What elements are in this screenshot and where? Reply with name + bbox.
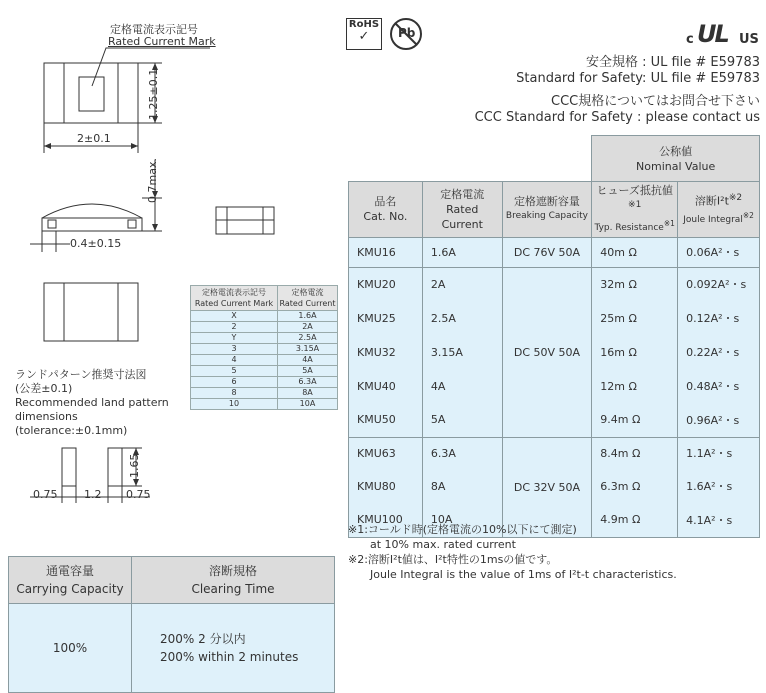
land-pad-left [62, 448, 76, 486]
carrying-value: 100% [9, 604, 132, 693]
table-row: 2 2A [191, 322, 338, 333]
mark-label-en: Rated Current Mark [108, 35, 216, 48]
safety-en: Standard for Safety: UL file # E59783 [516, 71, 760, 86]
dim-width-label: 2±0.1 [77, 132, 111, 145]
table-row: 4 4A [191, 355, 338, 366]
note1-ja: ※1:コールド時(定格電流の10%以下にて測定) [348, 523, 577, 536]
carrying-capacity-table [8, 556, 335, 693]
table-row: KMU20 2A DC 50V 50A 32m Ω 0.092A²・s [349, 267, 760, 301]
note2-en: Joule Integral is the value of 1ms of I²t-t characteristics. [370, 568, 677, 581]
safety-ja: 安全規格 : UL file # E59783 [585, 55, 760, 70]
current-header: 定格電流 Rated Current [422, 182, 502, 238]
table-row: KMU80 8A 6.3m Ω 1.6A²・s [349, 469, 760, 503]
ul-logo [686, 18, 762, 50]
note1-en: at 10% max. rated current [370, 538, 516, 551]
ccc-info [475, 94, 760, 126]
land-title-en-2: dimensions [15, 410, 78, 423]
table-row: Y 2.5A [191, 333, 338, 344]
table-row: 3 3.15A [191, 344, 338, 355]
land-title-en-1: Recommended land pattern [15, 396, 169, 409]
land-tolerance-ja: (公差±0.1) [15, 382, 73, 395]
carrying-capacity-header: 通電容量 Carrying Capacity [9, 557, 132, 604]
table-row [9, 604, 335, 693]
cat-header: 品名 Cat. No. [349, 182, 423, 238]
land-tolerance-en: (tolerance:±0.1mm) [15, 424, 128, 437]
mark-header: 定格電流表示記号 Rated Current Mark [191, 286, 278, 311]
table-row: KMU32 3.15A 16m Ω 0.22A²・s [349, 335, 760, 369]
table-row: KMU50 5A 9.4m Ω 0.96A²・s [349, 403, 760, 437]
land-pattern-text [15, 368, 169, 438]
fuse-bottom-view [44, 283, 138, 341]
check-icon: ✓ [358, 29, 370, 44]
spec-table [348, 135, 760, 538]
nominal-header: 公称値 Nominal Value [592, 136, 760, 182]
current-header: 定格電流 Rated Current [278, 286, 338, 311]
ul-mark-text: UL [697, 20, 728, 48]
table-row: X 1.6A [191, 311, 338, 322]
table-row: 6 6.3A [191, 377, 338, 388]
rated-current-mark-box [79, 77, 104, 111]
table-row: KMU16 1.6A DC 76V 50A 40m Ω 0.06A²・s [349, 237, 760, 267]
mark-label-ja: 定格電流表示記号 [110, 23, 198, 36]
ul-us-text: US [739, 32, 759, 47]
land-dim-b: 1.2 [84, 488, 102, 501]
ccc-en: CCC Standard for Safety : please contact us [474, 110, 760, 125]
dim-height-label: 1.25±0.1 [147, 68, 160, 120]
clearing-value: 200% 2 分以内 200% within 2 minutes [132, 604, 335, 693]
safety-info [516, 55, 760, 87]
resistance-header: ヒューズ抵抗値$^{※1}$ Typ. Resistance$^{※1}$ [592, 182, 678, 238]
ccc-ja: CCC規格についてはお問合せ下さい [551, 94, 760, 109]
land-dim-height: 1.65 [128, 453, 141, 478]
clearing-time-header: 溶断規格 Clearing Time [132, 557, 335, 604]
land-dim-a: 0.75 [33, 488, 58, 501]
table-row: 10 10A [191, 399, 338, 410]
breaking-header: 定格遮断容量 Breaking Capacity [502, 182, 592, 238]
ul-c-text: c [686, 32, 694, 47]
table-row: KMU100 10A 4.9m Ω 4.1A²・s [349, 503, 760, 537]
table-row: KMU63 6.3A DC 32V 50A 8.4m Ω 1.1A²・s [349, 437, 760, 469]
rohs-logo: RoHS ✓ [346, 18, 382, 50]
rated-current-mark-table [190, 285, 338, 410]
land-title-ja: ランドパターン推奨寸法図 [15, 368, 147, 381]
table-row: KMU25 2.5A 25m Ω 0.12A²・s [349, 301, 760, 335]
joule-header: 溶断$I^2t^{※2}$ Joule Integral$^{※2}$ [678, 182, 760, 238]
dim-bottom-label: 0.4±0.15 [70, 237, 122, 250]
table-row: 5 5A [191, 366, 338, 377]
footnotes [348, 522, 677, 582]
table-row: KMU40 4A 12m Ω 0.48A²・s [349, 369, 760, 403]
land-pad-right [108, 448, 122, 486]
fuse-side-profile [42, 204, 142, 218]
table-row: 8 8A [191, 388, 338, 399]
fuse-top-view [44, 63, 138, 123]
note2-ja: ※2:溶断I²t値は、I²t特性の1msの値です。 [348, 553, 558, 566]
land-dim-c: 0.75 [126, 488, 151, 501]
pb-text: Pb [398, 26, 416, 40]
dim-max-label: 0.7max. [146, 158, 159, 203]
